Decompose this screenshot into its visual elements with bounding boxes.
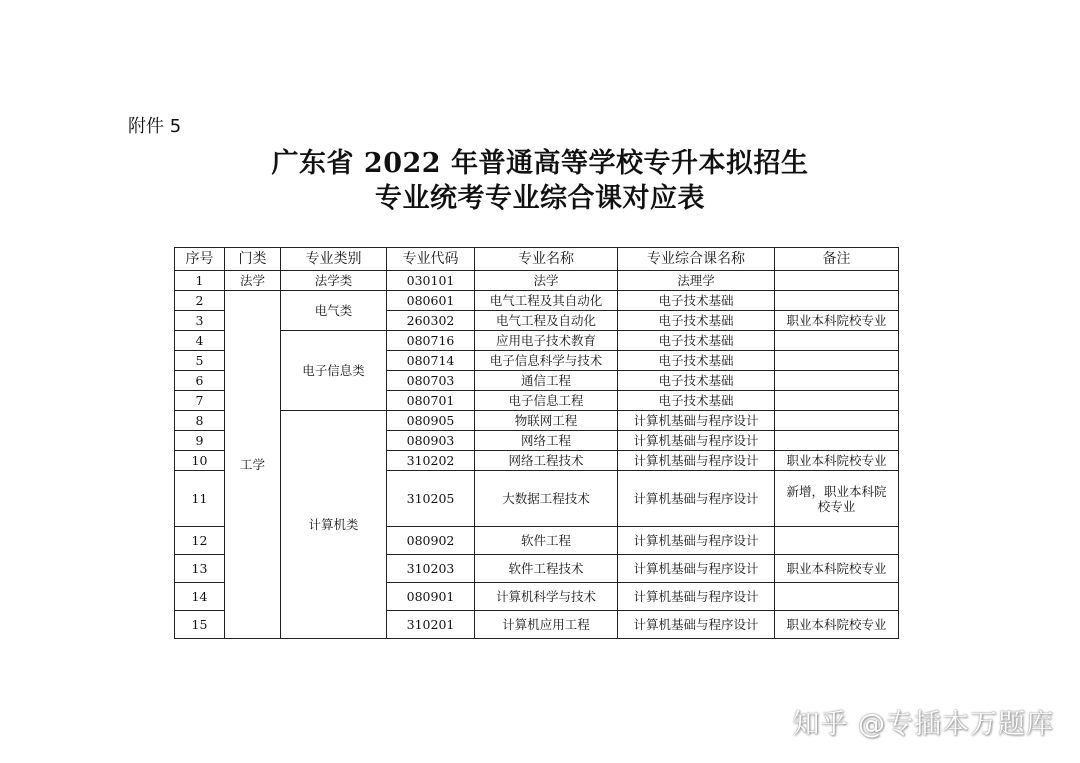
course-name: 电子技术基础 bbox=[618, 311, 775, 331]
major-name: 软件工程 bbox=[475, 527, 618, 555]
document-title-line2: 专业统考专业综合课对应表 bbox=[375, 183, 705, 214]
subcategory-cell: 计算机类 bbox=[281, 411, 387, 639]
category-cell: 法学 bbox=[225, 271, 281, 291]
row-number: 13 bbox=[175, 555, 225, 583]
table-header-row bbox=[175, 248, 899, 271]
row-number: 4 bbox=[175, 331, 225, 351]
row-number: 12 bbox=[175, 527, 225, 555]
major-name: 电子信息工程 bbox=[475, 391, 618, 411]
header-cell: 专业代码 bbox=[387, 248, 475, 271]
row-number: 5 bbox=[175, 351, 225, 371]
major-name: 电子信息科学与技术 bbox=[475, 351, 618, 371]
note-cell: 职业本科院校专业 bbox=[775, 555, 899, 583]
major-code: 260302 bbox=[387, 311, 475, 331]
course-name: 计算机基础与程序设计 bbox=[618, 471, 775, 527]
course-name: 计算机基础与程序设计 bbox=[618, 555, 775, 583]
major-name: 电气工程及其自动化 bbox=[475, 291, 618, 311]
major-code: 080601 bbox=[387, 291, 475, 311]
table-row bbox=[175, 271, 899, 291]
major-code: 030101 bbox=[387, 271, 475, 291]
subcategory-cell: 电气类 bbox=[281, 291, 387, 331]
course-name: 计算机基础与程序设计 bbox=[618, 583, 775, 611]
note-cell: 职业本科院校专业 bbox=[775, 611, 899, 639]
row-number: 1 bbox=[175, 271, 225, 291]
attachment-label: 附件 5 bbox=[128, 116, 182, 137]
major-code: 310203 bbox=[387, 555, 475, 583]
row-number: 14 bbox=[175, 583, 225, 611]
course-name: 计算机基础与程序设计 bbox=[618, 431, 775, 451]
course-name: 法理学 bbox=[618, 271, 775, 291]
major-name: 电气工程及自动化 bbox=[475, 311, 618, 331]
row-number: 6 bbox=[175, 371, 225, 391]
table-row bbox=[175, 411, 899, 431]
category-cell: 工学 bbox=[225, 291, 281, 639]
course-name: 电子技术基础 bbox=[618, 391, 775, 411]
subcategory-cell: 电子信息类 bbox=[281, 331, 387, 411]
major-code: 080903 bbox=[387, 431, 475, 451]
note-cell bbox=[775, 527, 899, 555]
document-title-line1: 广东省 2022 年普通高等学校专升本拟招生 bbox=[271, 148, 809, 179]
note-cell bbox=[775, 391, 899, 411]
row-number: 8 bbox=[175, 411, 225, 431]
note-cell bbox=[775, 431, 899, 451]
note-cell bbox=[775, 471, 899, 527]
row-number: 9 bbox=[175, 431, 225, 451]
major-code: 310205 bbox=[387, 471, 475, 527]
note-cell bbox=[775, 351, 899, 371]
major-name: 软件工程技术 bbox=[475, 555, 618, 583]
zhihu-watermark: 知乎 @专插本万题库 bbox=[792, 709, 1054, 740]
row-number: 10 bbox=[175, 451, 225, 471]
header-cell: 专业名称 bbox=[475, 248, 618, 271]
major-code: 310201 bbox=[387, 611, 475, 639]
course-name: 计算机基础与程序设计 bbox=[618, 451, 775, 471]
note-cell bbox=[775, 411, 899, 431]
major-name: 通信工程 bbox=[475, 371, 618, 391]
note-cell bbox=[775, 331, 899, 351]
note-cell bbox=[775, 271, 899, 291]
header-cell: 专业综合课名称 bbox=[618, 248, 775, 271]
course-name: 计算机基础与程序设计 bbox=[618, 611, 775, 639]
major-code: 080902 bbox=[387, 527, 475, 555]
table-row bbox=[175, 291, 899, 311]
major-code: 080716 bbox=[387, 331, 475, 351]
course-name: 电子技术基础 bbox=[618, 351, 775, 371]
course-name: 电子技术基础 bbox=[618, 291, 775, 311]
major-course-table bbox=[174, 247, 899, 639]
major-code: 080901 bbox=[387, 583, 475, 611]
header-cell: 门类 bbox=[225, 248, 281, 271]
row-number: 2 bbox=[175, 291, 225, 311]
note-cell bbox=[775, 583, 899, 611]
header-cell: 专业类别 bbox=[281, 248, 387, 271]
course-name: 计算机基础与程序设计 bbox=[618, 411, 775, 431]
major-name: 物联网工程 bbox=[475, 411, 618, 431]
major-name: 网络工程技术 bbox=[475, 451, 618, 471]
row-number: 7 bbox=[175, 391, 225, 411]
row-number: 15 bbox=[175, 611, 225, 639]
header-cell: 序号 bbox=[175, 248, 225, 271]
course-name: 电子技术基础 bbox=[618, 371, 775, 391]
note-line-1: 新增，职业本科院 bbox=[786, 483, 887, 499]
major-code: 080714 bbox=[387, 351, 475, 371]
major-name: 大数据工程技术 bbox=[475, 471, 618, 527]
major-code: 080703 bbox=[387, 371, 475, 391]
course-name: 计算机基础与程序设计 bbox=[618, 527, 775, 555]
major-code: 080905 bbox=[387, 411, 475, 431]
note-cell: 职业本科院校专业 bbox=[775, 311, 899, 331]
note-cell bbox=[775, 371, 899, 391]
row-number: 11 bbox=[175, 471, 225, 527]
major-name: 计算机应用工程 bbox=[475, 611, 618, 639]
note-line-2: 校专业 bbox=[817, 498, 856, 514]
major-name: 计算机科学与技术 bbox=[475, 583, 618, 611]
table-row bbox=[175, 331, 899, 351]
major-code: 080701 bbox=[387, 391, 475, 411]
major-code: 310202 bbox=[387, 451, 475, 471]
subcategory-cell: 法学类 bbox=[281, 271, 387, 291]
header-cell: 备注 bbox=[775, 248, 899, 271]
major-name: 网络工程 bbox=[475, 431, 618, 451]
note-cell bbox=[775, 291, 899, 311]
major-name: 法学 bbox=[475, 271, 618, 291]
major-name: 应用电子技术教育 bbox=[475, 331, 618, 351]
course-name: 电子技术基础 bbox=[618, 331, 775, 351]
row-number: 3 bbox=[175, 311, 225, 331]
note-cell: 职业本科院校专业 bbox=[775, 451, 899, 471]
